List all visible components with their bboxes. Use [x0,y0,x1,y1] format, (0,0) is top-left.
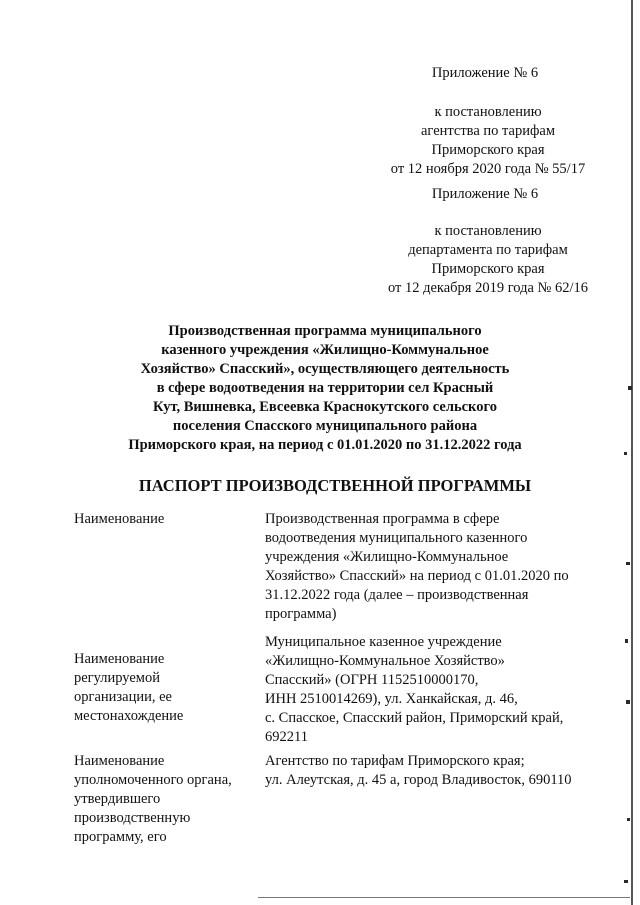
value-line: учреждения «Жилищно-Коммунальное [265,549,509,565]
row-value-name [265,510,605,624]
row-value-organization [265,633,605,747]
label-line: местонахождение [74,708,184,724]
basis-line: от 12 декабря 2019 года № 62/16 [387,280,589,296]
label-line: программу, его [74,829,167,845]
title-line: Хозяйство» Спасский», осуществляющего деятельность [140,361,510,377]
title-line: казенного учреждения «Жилищно-Коммунальное [161,342,489,358]
basis-line: агентства по тарифам [421,123,555,139]
title-line: Кут, Вишневка, Евсеевка Краснокутского сельского [153,399,497,415]
title-line: Приморского края, на период с 01.01.2020 по 31.12.2022 года [128,437,522,453]
scan-speck [625,639,628,643]
appendix-number-line: Приложение № 6 [431,65,539,81]
value-line: водоотведения муниципального казенного [265,530,528,546]
value-line: 692211 [265,729,308,745]
row-value-authority [265,752,605,790]
label-line: Наименование [74,511,165,527]
row-label-name [74,510,259,529]
passport-heading-text: ПАСПОРТ ПРОИЗВОДСТВЕННОЙ ПРОГРАММЫ [138,476,532,495]
basis-line: Приморского края [431,261,545,277]
value-line: Производственная программа в сфере [265,511,500,527]
scan-speck [628,386,632,390]
scan-speck [626,700,630,704]
value-line: 31.12.2022 года (далее – производственная [265,587,529,603]
label-line: организации, ее [74,689,172,705]
label-line: уполномоченного органа, [74,772,232,788]
title-line: в сфере водоотведения на территории сел Красный [156,380,494,396]
label-line: утвердившего [74,791,161,807]
scan-bottom-line [258,897,630,898]
basis-line: Приморского края [431,142,545,158]
scan-speck [624,452,627,455]
value-line: программа) [265,606,337,622]
title-line: поселения Спасского муниципального района [172,418,478,434]
value-line: Муниципальное казенное учреждение [265,634,502,650]
row-label-authority [74,752,259,847]
value-line: Хозяйство» Спасский» на период с 01.01.2020 по [265,568,569,584]
basis-line: к постановлению [434,104,542,120]
value-line: «Жилищно-Коммунальное Хозяйство» [265,653,505,669]
appendix-previous-basis [370,222,606,298]
value-line: ул. Алеутская, д. 45 а, город Владивосток, 690110 [265,772,572,788]
appendix-number-line: Приложение № 6 [431,186,539,202]
row-label-organization [74,650,259,726]
appendix-current-basis [370,103,606,179]
scan-speck [624,880,628,883]
program-title [110,322,540,455]
passport-heading [100,476,570,496]
value-line: Агентство по тарифам Приморского края; [265,753,525,769]
label-line: производственную [74,810,191,826]
appendix-previous-number [380,185,590,204]
scan-speck [627,818,630,821]
basis-line: от 12 ноября 2020 года № 55/17 [390,161,586,177]
basis-line: департамента по тарифам [408,242,568,258]
value-line: Спасский» (ОГРН 1152510000170, [265,672,479,688]
value-line: с. Спасское, Спасский район, Приморский край, [265,710,564,726]
basis-line: к постановлению [434,223,542,239]
label-line: Наименование [74,651,165,667]
label-line: регулируемой [74,670,160,686]
appendix-current-number [380,64,590,83]
title-line: Производственная программа муниципального [168,323,482,339]
scan-edge-line [631,0,633,905]
value-line: ИНН 2510014269), ул. Ханкайская, д. 46, [265,691,518,707]
label-line: Наименование [74,753,165,769]
scan-speck [626,562,630,565]
